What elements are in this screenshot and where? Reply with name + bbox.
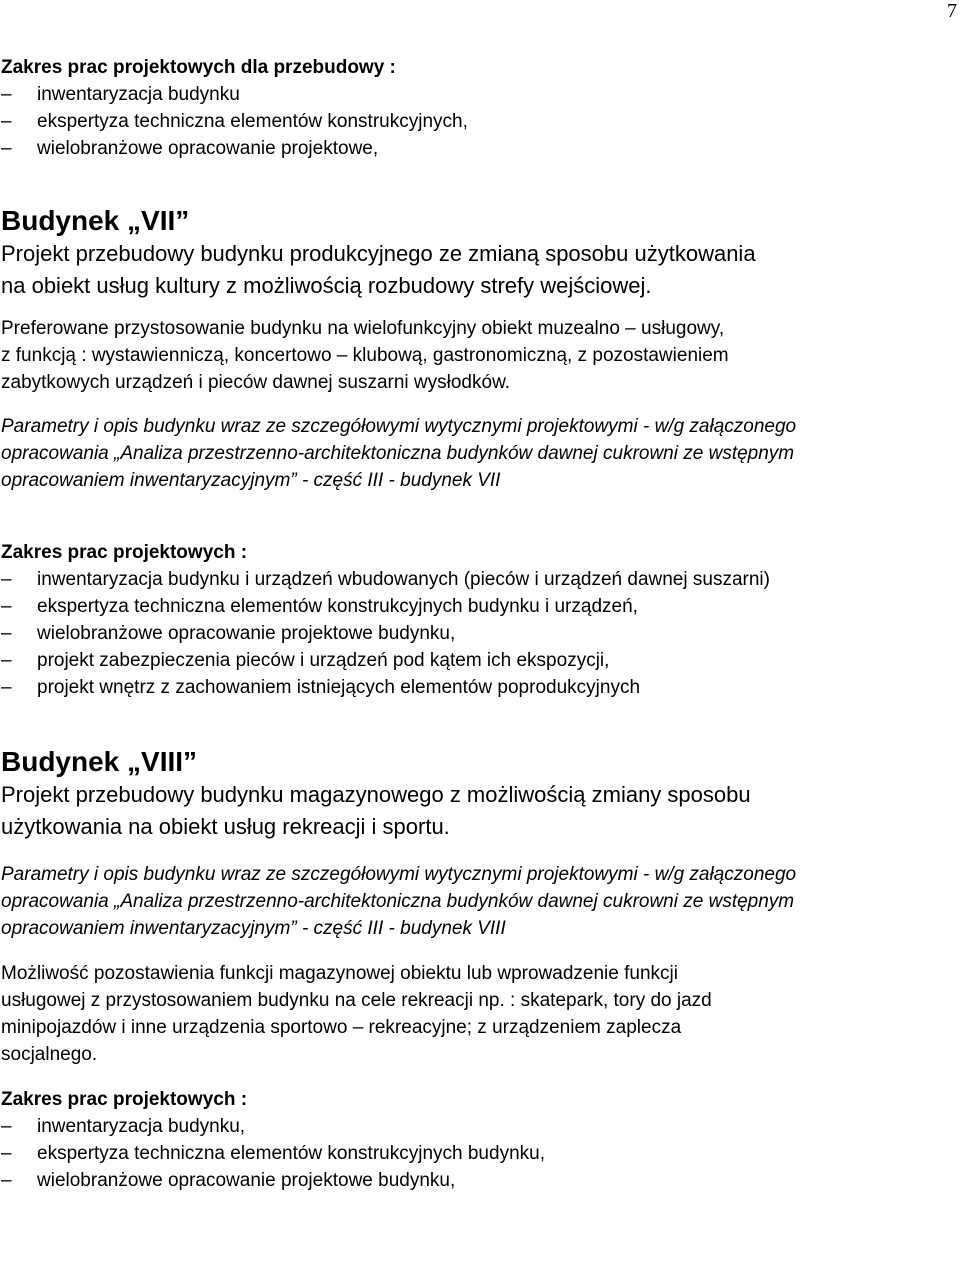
building-viii-title: Budynek „VIII” [1, 746, 198, 777]
text-line: zabytkowych urządzeń i pieców dawnej suszarni wysłodków. [1, 372, 511, 393]
scope-list-przebudowa [1, 81, 959, 162]
text-line: z funkcją : wystawienniczą, koncertowo – klubową, gastronomiczną, z pozostawieniem [1, 345, 729, 366]
building-viii-scope-heading: Zakres prac projektowych : [1, 1089, 248, 1110]
building-vii-scope-heading: Zakres prac projektowych : [1, 542, 248, 563]
building-vii-preference [1, 315, 959, 396]
document-body [1, 54, 959, 1194]
text-line: Preferowane przystosowanie budynku na wielofunkcyjny obiekt muzealno – usługowy, [1, 318, 725, 339]
list-item: – ekspertyza techniczna elementów konstrukcyjnych budynku i urządzeń, [1, 593, 959, 620]
list-item: – inwentaryzacja budynku i urządzeń wbudowanych (pieców i urządzeń dawnej suszarni) [1, 566, 959, 593]
building-viii-desc-line: Projekt przebudowy budynku magazynowego z możliwością zmiany sposobu [1, 782, 751, 807]
list-item: – projekt zabezpieczenia pieców i urządzeń pod kątem ich ekspozycji, [1, 647, 959, 674]
text-line: socjalnego. [1, 1044, 98, 1065]
list-item: – ekspertyza techniczna elementów konstrukcyjnych budynku, [1, 1140, 959, 1167]
list-item: – wielobranżowe opracowanie projektowe, [1, 135, 959, 162]
text-line: opracowaniem inwentaryzacyjnym” - część III - budynek VII [1, 470, 501, 491]
text-line: opracowania „Analiza przestrzenno-architektoniczna budynków dawnej cukrowni ze wstępnym [1, 443, 795, 464]
list-item: – wielobranżowe opracowanie projektowe budynku, [1, 620, 959, 647]
text-line: Możliwość pozostawienia funkcji magazynowej obiektu lub wprowadzenie funkcji [1, 963, 678, 984]
text-line: opracowaniem inwentaryzacyjnym” - część III - budynek VIII [1, 918, 506, 939]
text-line: minipojazdów i inne urządzenia sportowo – rekreacyjne; z urządzeniem zaplecza [1, 1017, 682, 1038]
list-item: – inwentaryzacja budynku [1, 81, 959, 108]
page-number: 7 [947, 0, 957, 22]
building-vii-title: Budynek „VII” [1, 205, 190, 236]
building-vii-scope-list [1, 566, 959, 701]
list-item: – ekspertyza techniczna elementów konstrukcyjnych, [1, 108, 959, 135]
text-line: Parametry i opis budynku wraz ze szczegółowymi wytycznymi projektowymi - w/g załączonego [1, 864, 797, 885]
text-line: Parametry i opis budynku wraz ze szczegółowymi wytycznymi projektowymi - w/g załączonego [1, 416, 797, 437]
text-line: opracowania „Analiza przestrzenno-architektoniczna budynków dawnej cukrowni ze wstępnym [1, 891, 795, 912]
building-viii-desc-line: użytkowania na obiekt usług rekreacji i sportu. [1, 814, 450, 839]
list-item: – inwentaryzacja budynku, [1, 1113, 959, 1140]
building-viii-parameters [1, 861, 959, 942]
building-viii-options [1, 960, 959, 1068]
text-line: usługowej z przystosowaniem budynku na cele rekreacji np. : skatepark, tory do jazd [1, 990, 712, 1011]
list-item: – wielobranżowe opracowanie projektowe budynku, [1, 1167, 959, 1194]
building-vii-parameters [1, 413, 959, 494]
building-vii-desc-line: Projekt przebudowy budynku produkcyjnego ze zmianą sposobu użytkowania [1, 241, 756, 266]
section-heading-przebudowa: Zakres prac projektowych dla przebudowy : [1, 57, 396, 78]
building-viii-scope-list [1, 1113, 959, 1194]
list-item: – projekt wnętrz z zachowaniem istniejących elementów poprodukcyjnych [1, 674, 959, 701]
building-vii-desc-line: na obiekt usług kultury z możliwością rozbudowy strefy wejściowej. [1, 273, 652, 298]
